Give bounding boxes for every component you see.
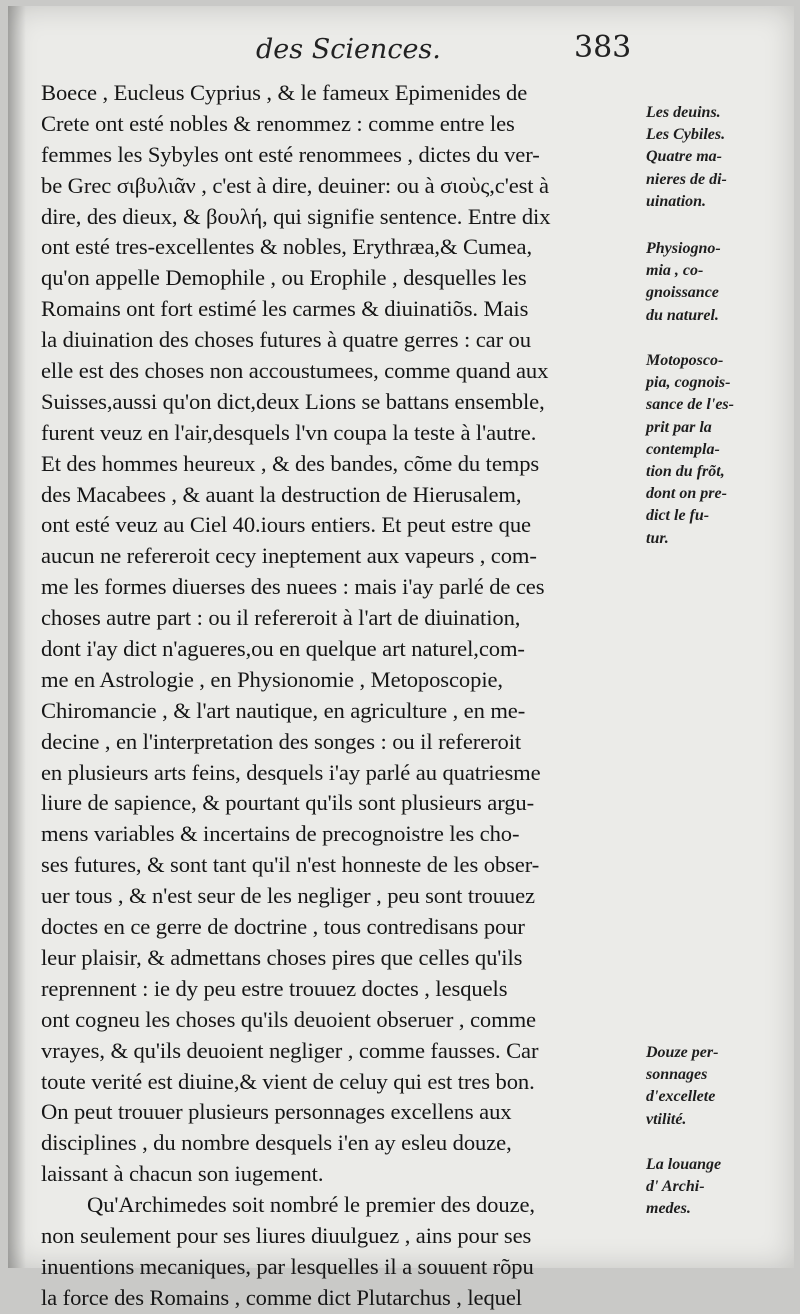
text-line: Suisses,aussi qu'on dict,deux Lions se battans ensemble, — [41, 388, 545, 414]
margin-note-line: contempla- — [646, 440, 720, 458]
margin-note-line: La louange — [646, 1156, 722, 1173]
page-number: 383 — [574, 30, 632, 65]
margin-note — [646, 1154, 796, 1221]
text-line: ont esté tres-excellentes & nobles, Erythræa,& Cumea, — [41, 234, 532, 260]
text-line: ses futures, & sont tant qu'il n'est honneste de les obser- — [41, 852, 540, 878]
text-line: Romains ont fort estimé les carmes & diuinatiõs. Mais — [41, 296, 529, 322]
margin-note-line: nieres de di- — [646, 170, 727, 188]
text-line: Chiromancie , & l'art nautique, en agriculture , en me- — [41, 697, 526, 723]
text-line: me en Astrologie , en Physionomie , Metoposcopie, — [41, 666, 503, 692]
text-line: ont esté veuz au Ciel 40.iours entiers. Et peut estre que — [41, 512, 531, 538]
text-line: Boece , Eucleus Cyprius , & le fameux Epimenides de — [41, 80, 528, 105]
text-line: uer tous , & n'est seur de les negliger , peu sont trouuez — [41, 883, 535, 909]
text-line: en plusieurs arts feins, desquels i'ay parlé au quatriesme — [41, 759, 541, 785]
text-line: des Macabees , & auant la destruction de Hierusalem, — [41, 481, 522, 507]
text-line: mens variables & incertains de precognoistre les cho- — [41, 821, 520, 847]
text-line: la force des Romains , comme dict Plutarchus , lequel — [41, 1284, 522, 1310]
text-line: inuentions mecaniques, par lesquelles il a souuent rõpu — [41, 1253, 534, 1279]
text-line: vrayes, & qu'ils deuoient negliger , comme fausses. Car — [41, 1037, 539, 1063]
margin-note-line: dont on pre- — [646, 485, 727, 503]
margin-note — [646, 102, 796, 213]
margin-note-line: sance de l'es- — [646, 396, 734, 414]
text-line: qu'on appelle Demophile , ou Erophile , desquelles les — [41, 265, 527, 291]
margin-note-line: Quatre ma- — [646, 148, 722, 166]
book-page — [8, 6, 794, 1310]
margin-note-line: du naturel. — [646, 306, 719, 324]
main-text-block — [41, 78, 641, 1314]
text-line: dont i'ay dict n'agueres,ou en quelque art naturel,com- — [41, 636, 525, 662]
text-line: leur plaisir, & admettans choses pires que celles qu'ils — [41, 944, 523, 970]
text-line: aucun ne refereroit cecy ineptement aux vapeurs , com- — [41, 543, 537, 569]
margin-note — [646, 350, 796, 550]
gutter-shadow — [8, 6, 26, 1268]
margin-note-line: vtilité. — [646, 1110, 687, 1128]
margin-note-line: Motoposco- — [646, 352, 724, 369]
margin-note-line: gnoissance — [646, 284, 719, 302]
text-line: femmes les Sybyles ont esté renommees , dictes du ver- — [41, 141, 540, 167]
margin-note-line: pia, cognois- — [646, 374, 731, 392]
text-line: On peut trouuer plusieurs personnages excellens aux — [41, 1099, 512, 1125]
text-line: reprennent : ie dy peu estre trouuez doctes , lesquels — [41, 975, 508, 1001]
margin-note-line: uination. — [646, 192, 707, 210]
text-line: decine , en l'interpretation des songes : ou il refereroit — [41, 728, 522, 754]
text-line: Qu'Archimedes soit nombré le premier des douze, — [87, 1192, 535, 1218]
margin-note-line: sonnages — [646, 1066, 708, 1084]
text-line: liure de sapience, & pourtant qu'ils sont plusieurs argu- — [41, 790, 535, 816]
margin-note-line: prit par la — [646, 418, 712, 436]
text-line: be Grec σιβυλιᾶν , c'est à dire, deuiner: ou à σιοὺς,c'est à — [41, 172, 549, 198]
text-line: Crete ont esté nobles & renommez : comme entre les — [41, 110, 515, 136]
margin-note-line: dict le fu- — [646, 507, 710, 525]
margin-note-line: tur. — [646, 529, 669, 547]
page-header — [8, 16, 794, 76]
margin-note-line: Les deuins. — [646, 104, 721, 121]
running-title: des Sciences. — [256, 34, 441, 65]
text-line: toute verité est diuine,& vient de celuy qui est tres bon. — [41, 1068, 535, 1094]
text-line: doctes en ce gerre de doctrine , tous contredisans pour — [41, 914, 525, 940]
text-line: Et des hommes heureux , & des bandes, cõme du temps — [41, 450, 540, 476]
margin-note-line: medes. — [646, 1200, 691, 1218]
text-line: furent veuz en l'air,desquels l'vn coupa la teste à l'autre. — [41, 419, 537, 445]
margin-note-line: d' Archi- — [646, 1178, 705, 1196]
text-line: elle est des choses non accoustumees, comme quand aux — [41, 358, 549, 384]
margin-note — [646, 1042, 796, 1131]
text-line: dire, des dieux, & βουλή, qui signifie sentence. Entre dix — [41, 203, 551, 229]
margin-note-line: Douze per- — [646, 1044, 719, 1061]
text-line: ont cogneu les choses qu'ils deuoient obseruer , comme — [41, 1006, 536, 1032]
margin-note-line: tion du frõt, — [646, 463, 725, 481]
text-line: disciplines , du nombre desquels i'en ay esleu douze, — [41, 1130, 512, 1156]
margin-note-line: d'excellete — [646, 1088, 716, 1106]
margin-note-line: Physiogno- — [646, 240, 721, 257]
margin-note — [646, 238, 796, 327]
text-line: choses autre part : ou il refereroit à l'art de diuination, — [41, 605, 521, 631]
margin-note-line: Les Cybiles. — [646, 126, 726, 144]
text-line: laissant à chacun son iugement. — [41, 1161, 324, 1187]
text-line: me les formes diuerses des nuees : mais i'ay parlé de ces — [41, 574, 545, 600]
text-line: la diuination des choses futures à quatre gerres : car ou — [41, 327, 531, 353]
text-line: non seulement pour ses liures diuulguez , ains pour ses — [41, 1222, 532, 1248]
margin-note-line: mia , co- — [646, 262, 704, 280]
